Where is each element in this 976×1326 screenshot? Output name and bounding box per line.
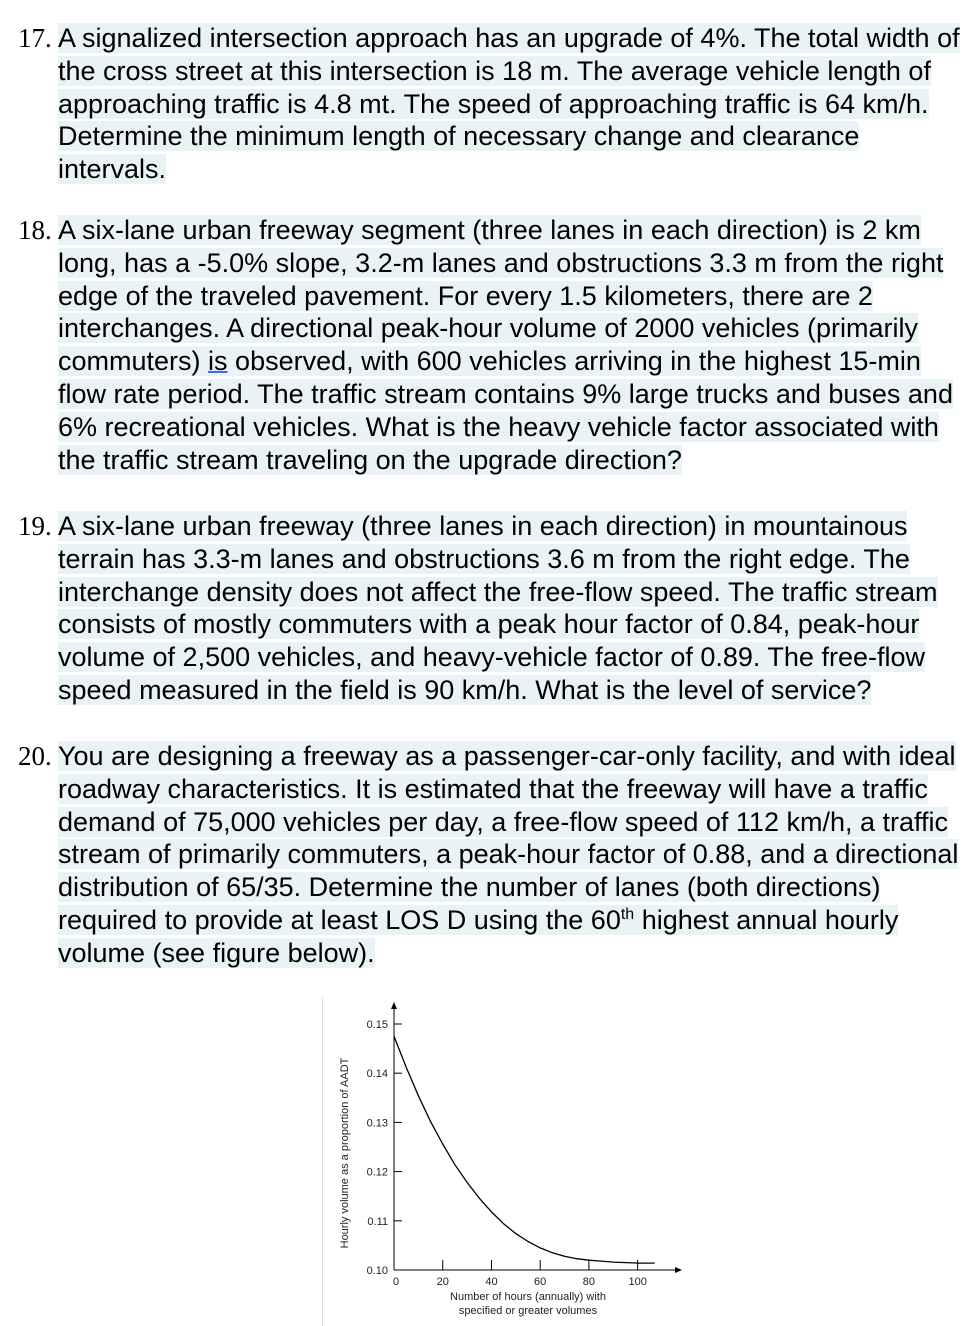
y-tick-label: 0.13 <box>366 1117 388 1130</box>
x-tick-label: 100 <box>628 1276 647 1288</box>
y-tick-label: 0.10 <box>366 1265 388 1277</box>
problem-text-part2: highest annual hourly volume (see figure below). <box>58 904 899 968</box>
x-axis-label-line1: Number of hours (annually) with <box>450 1291 606 1303</box>
problem-number: 18. <box>18 215 52 245</box>
series-line <box>394 1036 655 1263</box>
problem-text: A six-lane urban freeway (three lanes in each direction) in mountainous terrain has 3.3-m lanes and obstructions 3.6 m from the right edge. The interchange density does not affect the free-flow speed. The traffic stream consists of mostly commuters with a peak hour factor of 0.84, peak-hour volume of 2,500 vehicles, and heavy-vehicle factor of 0.89. The free-flow speed measured in the field is 90 km/h. What is the level of service? <box>58 511 938 705</box>
y-axis-arrow-icon <box>391 1002 397 1009</box>
x-tick-label: 60 <box>534 1276 547 1288</box>
y-tick-label: 0.14 <box>366 1068 388 1081</box>
x-tick-label: 80 <box>582 1276 596 1288</box>
x-tick-label: 20 <box>436 1276 449 1288</box>
problem-text-part1: You are designing a freeway as a passenger-car-only facility, and with ideal roadway characteristics. It is estimated that the freeway will have a traffic demand of 75,000 vehicles per day, a free-flow speed of 112 km/h, a traffic stream of primarily commuters, a peak-hour factor of 0.88, and a directional distribution of 65/35. Determine the number of lanes (both directions) required to provide at least LOS D using the 60 <box>58 741 959 935</box>
x-axis-label-line2: specified or greater volumes <box>458 1305 598 1317</box>
problem-20 <box>18 740 963 970</box>
problem-text-part2: observed, with 600 vehicles arriving in the highest 15-min flow rate period. The traffic stream contains 9% large trucks and buses and 6% recreational vehicles. What is the heavy vehicle factor associated with the traffic stream traveling on the upgrade direction? <box>58 346 953 475</box>
y-tick-label: 0.15 <box>366 1019 388 1031</box>
problem-18 <box>18 214 963 476</box>
problem-text-part1: A six-lane urban freeway segment (three lanes in each direction) is 2 km long, has a -5.0% slope, 3.2-m lanes and obstructions 3.3 m from the right edge of the traveled pavement. For every 1.5 kilometers, there are 2 interchanges. A directional peak-hour volume of 2000 vehicles (primarily commuters) <box>58 215 944 377</box>
x-axis-arrow-icon <box>675 1267 682 1273</box>
design-hour-chart <box>322 998 682 1326</box>
problem-number: 20. <box>18 741 52 771</box>
problem-19 <box>18 510 963 707</box>
y-axis-label: Hourly volume as a proportion of AADT <box>339 1057 351 1249</box>
y-tick-label: 0.11 <box>367 1215 388 1228</box>
y-tick-label: 0.12 <box>366 1166 388 1179</box>
x-tick-label: 40 <box>485 1276 498 1288</box>
x-tick-label: 0 <box>392 1276 400 1288</box>
chart-canvas <box>322 998 682 1326</box>
problem-text: A signalized intersection approach has an upgrade of 4%. The total width of the cross street at this intersection is 18 m. The average vehicle length of approaching traffic is 4.8 mt. The speed of approaching traffic is 64 km/h. Determine the minimum length of necessary change and clearance intervals. <box>58 23 960 185</box>
underlined-word: is <box>208 346 228 377</box>
problem-number: 17. <box>18 23 52 53</box>
problem-17 <box>18 22 963 186</box>
problem-number: 19. <box>18 511 52 541</box>
ordinal-suffix: th <box>620 905 635 923</box>
